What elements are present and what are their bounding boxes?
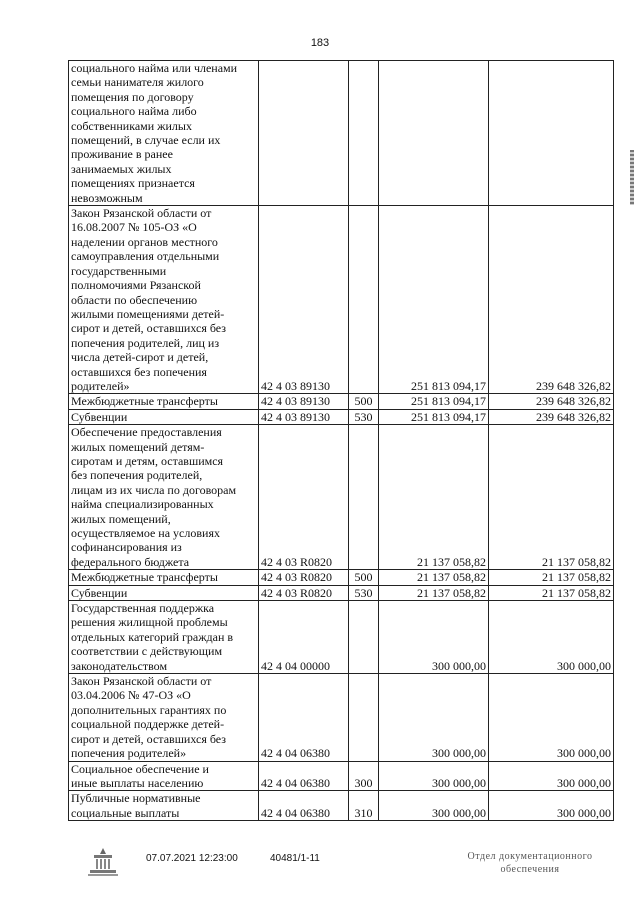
scan-edge-mark (630, 150, 634, 205)
stamp-line-2: обеспечения (500, 864, 560, 875)
row-name: Обеспечение предоставления жилых помещений детям- сиротам и детям, оставшимся без попечения родителей, лицам из их числа по договорам найма специализированных жилых помещений, осуществляемое на условиях софинансирования из федерального бюджета (69, 425, 259, 570)
row-code: 42 4 04 06380 (259, 674, 349, 761)
row-code: 42 4 03 R0820 (259, 570, 349, 585)
row-code: 42 4 04 00000 (259, 601, 349, 674)
row-sum-2: 300 000,00 (489, 674, 614, 761)
table-row (69, 585, 614, 600)
table-row (69, 791, 614, 821)
row-sum-2: 21 137 058,82 (489, 425, 614, 570)
row-vr: 530 (349, 409, 379, 424)
row-vr: 530 (349, 585, 379, 600)
row-sum-1: 21 137 058,82 (379, 570, 489, 585)
table-row (69, 425, 614, 570)
page-number: 183 (310, 37, 330, 49)
row-sum-2: 21 137 058,82 (489, 585, 614, 600)
row-sum-1: 300 000,00 (379, 674, 489, 761)
row-vr (349, 206, 379, 394)
row-name: Межбюджетные трансферты (69, 394, 259, 409)
row-vr: 310 (349, 791, 379, 821)
row-name: Государственная поддержка решения жилищной проблемы отдельных категорий граждан в соответствии с действующим законодательством (69, 601, 259, 674)
row-name: Публичные нормативные социальные выплаты (69, 791, 259, 821)
row-name: Закон Рязанской области от 03.04.2006 № 47-ОЗ «О дополнительных гарантиях по социальной поддержке детей- сирот и детей, оставшихся без попечения родителей» (69, 674, 259, 761)
row-sum-2: 239 648 326,82 (489, 206, 614, 394)
row-sum-2 (489, 61, 614, 206)
row-sum-2: 21 137 058,82 (489, 570, 614, 585)
row-name: Социальное обеспечение и иные выплаты населению (69, 761, 259, 791)
row-sum-1: 300 000,00 (379, 601, 489, 674)
row-name: Субвенции (69, 409, 259, 424)
row-vr: 300 (349, 761, 379, 791)
row-code: 42 4 03 R0820 (259, 425, 349, 570)
table-row (69, 61, 614, 206)
emblem-icon (86, 846, 120, 883)
stamp-line-1: Отдел документационного (467, 851, 593, 862)
row-sum-2: 239 648 326,82 (489, 394, 614, 409)
row-sum-1: 21 137 058,82 (379, 425, 489, 570)
row-sum-1: 300 000,00 (379, 761, 489, 791)
row-name: Закон Рязанской области от 16.08.2007 № 105-ОЗ «О наделении органов местного самоуправления отдельными государственными полномочиями Рязанской области по обеспечению жилыми помещениями детей- сирот и детей, оставшихся без попечения родителей, лиц из числа детей-сирот и детей, оставшихся без попечения родителей» (69, 206, 259, 394)
row-vr (349, 601, 379, 674)
row-code (259, 61, 349, 206)
row-sum-2: 300 000,00 (489, 761, 614, 791)
row-sum-1: 251 813 094,17 (379, 394, 489, 409)
row-vr (349, 61, 379, 206)
budget-table (68, 60, 614, 821)
row-sum-2: 239 648 326,82 (489, 409, 614, 424)
department-stamp (440, 850, 620, 876)
row-vr (349, 674, 379, 761)
row-vr (349, 425, 379, 570)
row-sum-1: 251 813 094,17 (379, 206, 489, 394)
table-row (69, 394, 614, 409)
row-code: 42 4 04 06380 (259, 791, 349, 821)
table-row (69, 761, 614, 791)
row-sum-2: 300 000,00 (489, 791, 614, 821)
table-row (69, 409, 614, 424)
row-name: Субвенции (69, 585, 259, 600)
row-vr: 500 (349, 570, 379, 585)
row-code: 42 4 03 89130 (259, 206, 349, 394)
table-row (69, 674, 614, 761)
row-name: Межбюджетные трансферты (69, 570, 259, 585)
row-sum-2: 300 000,00 (489, 601, 614, 674)
row-code: 42 4 04 06380 (259, 761, 349, 791)
table-row (69, 206, 614, 394)
row-name: социального найма или членами семьи нанимателя жилого помещения по договору социального найма либо собственниками жилых помещений, в случае если их проживание в ранее занимаемых жилых помещениях признается невозможным (69, 61, 259, 206)
row-sum-1: 21 137 058,82 (379, 585, 489, 600)
row-sum-1: 300 000,00 (379, 791, 489, 821)
row-code: 42 4 03 R0820 (259, 585, 349, 600)
row-code: 42 4 03 89130 (259, 394, 349, 409)
row-code: 42 4 03 89130 (259, 409, 349, 424)
footer-datetime: 07.07.2021 12:23:00 (146, 853, 238, 864)
table-row (69, 570, 614, 585)
row-sum-1: 251 813 094,17 (379, 409, 489, 424)
footer-doc-id: 40481/1-11 (270, 853, 320, 864)
row-vr: 500 (349, 394, 379, 409)
table-row (69, 601, 614, 674)
row-sum-1 (379, 61, 489, 206)
